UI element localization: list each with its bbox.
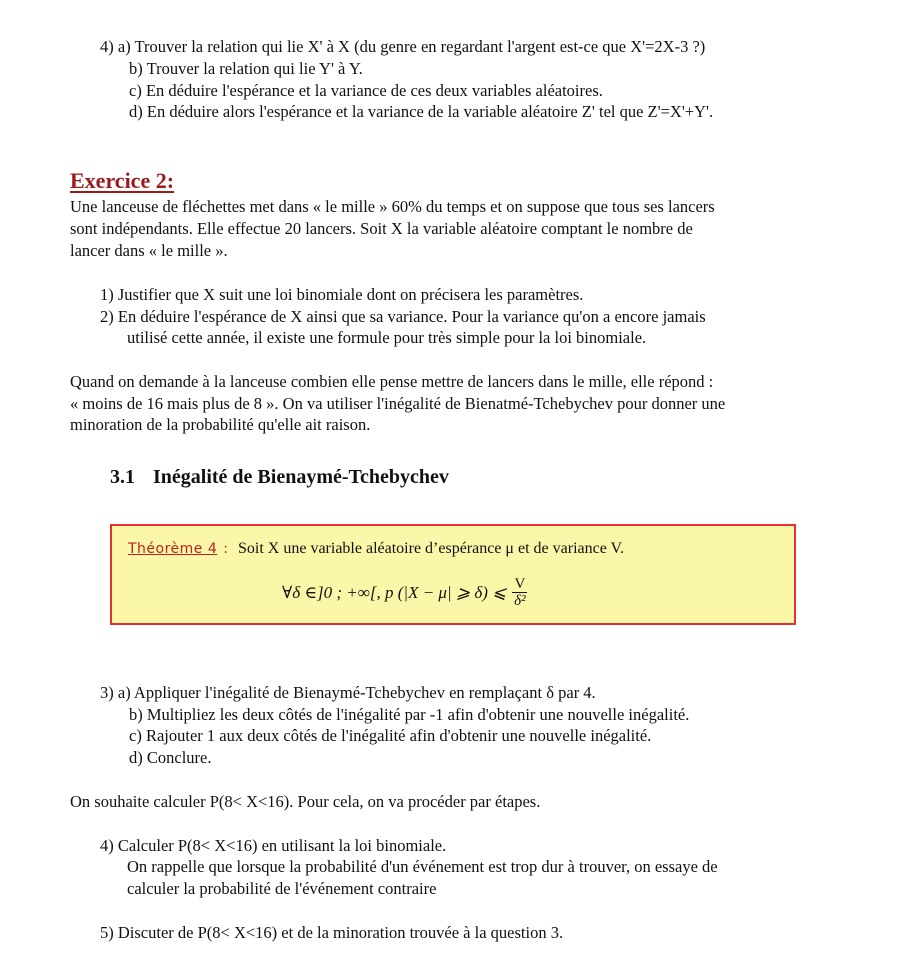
question-1: 1) Justifier que X suit une loi binomiale dont on précisera les paramètres. bbox=[100, 285, 584, 304]
intro-line-3: lancer dans « le mille ». bbox=[70, 241, 228, 260]
exercise-title: Exercice 2: bbox=[70, 168, 175, 193]
intro-line-1: Une lanceuse de fléchettes met dans « le mille » 60% du temps et on suppose que tous ses lancers bbox=[70, 197, 715, 216]
para-line-3: minoration de la probabilité qu'elle ait raison. bbox=[70, 415, 371, 434]
para-line-2: « moins de 16 mais plus de 8 ». On va utiliser l'inégalité de Bienatmé-Tchebychev pour donner une bbox=[70, 394, 726, 413]
theorem-colon: : bbox=[223, 541, 228, 557]
question-2-line-2: utilisé cette année, il existe une formule pour très simple pour la loi binomiale. bbox=[127, 328, 647, 347]
section-title: Inégalité de Bienaymé-Tchebychev bbox=[153, 466, 449, 488]
formula-text: ∀δ ∈]0 ; +∞[, p (|X − μ| ⩾ δ) ⩽ bbox=[282, 582, 507, 602]
question-4-line-2: On rappelle que lorsque la probabilité d'un événement est trop dur à trouver, on essaye de bbox=[127, 857, 718, 876]
theorem-formula bbox=[282, 576, 527, 609]
question-3c: c) Rajouter 1 aux deux côtés de l'inégalité afin d'obtenir une nouvelle inégalité. bbox=[129, 726, 652, 745]
question-4b: b) Trouver la relation qui lie Y' à Y. bbox=[129, 59, 363, 78]
intro-line-2: sont indépendants. Elle effectue 20 lancers. Soit X la variable aléatoire comptant le nombre de bbox=[70, 219, 693, 238]
theorem-header bbox=[128, 540, 624, 558]
question-4-line-1: 4) Calculer P(8< X<16) en utilisant la loi binomiale. bbox=[100, 836, 447, 855]
question-4c: c) En déduire l'espérance et la variance de ces deux variables aléatoires. bbox=[129, 81, 603, 100]
question-2-line-1: 2) En déduire l'espérance de X ainsi que sa variance. Pour la variance qu'on a encore jamais bbox=[100, 307, 706, 326]
question-4a: 4) a) Trouver la relation qui lie X' à X (du genre en regardant l'argent est-ce que X'=2X-3 ?) bbox=[100, 37, 706, 56]
question-3b: b) Multipliez les deux côtés de l'inégalité par -1 afin d'obtenir une nouvelle inégalité. bbox=[129, 705, 690, 724]
question-3a: 3) a) Appliquer l'inégalité de Bienaymé-Tchebychev en remplaçant δ par 4. bbox=[100, 683, 596, 702]
question-5: 5) Discuter de P(8< X<16) et de la minoration trouvée à la question 3. bbox=[100, 923, 564, 942]
question-4d: d) En déduire alors l'espérance et la variance de la variable aléatoire Z' tel que Z'=X'+Y'. bbox=[129, 102, 714, 121]
section-number: 3.1 bbox=[110, 466, 135, 488]
fraction-numerator: V bbox=[514, 576, 526, 592]
fraction-denominator: δ² bbox=[514, 593, 526, 609]
para-line-1: Quand on demande à la lanceuse combien elle pense mettre de lancers dans le mille, elle répond : bbox=[70, 372, 714, 391]
theorem-box bbox=[110, 524, 796, 625]
formula-fraction bbox=[512, 576, 527, 609]
theorem-statement: Soit X une variable aléatoire d’espérance μ et de variance V. bbox=[238, 540, 625, 557]
calc-intro: On souhaite calculer P(8< X<16). Pour cela, on va procéder par étapes. bbox=[70, 792, 541, 811]
question-3d: d) Conclure. bbox=[129, 748, 212, 767]
section-heading bbox=[110, 466, 449, 489]
question-4-line-3: calculer la probabilité de l'événement contraire bbox=[127, 879, 437, 898]
theorem-label: Théorème 4 bbox=[128, 541, 218, 557]
